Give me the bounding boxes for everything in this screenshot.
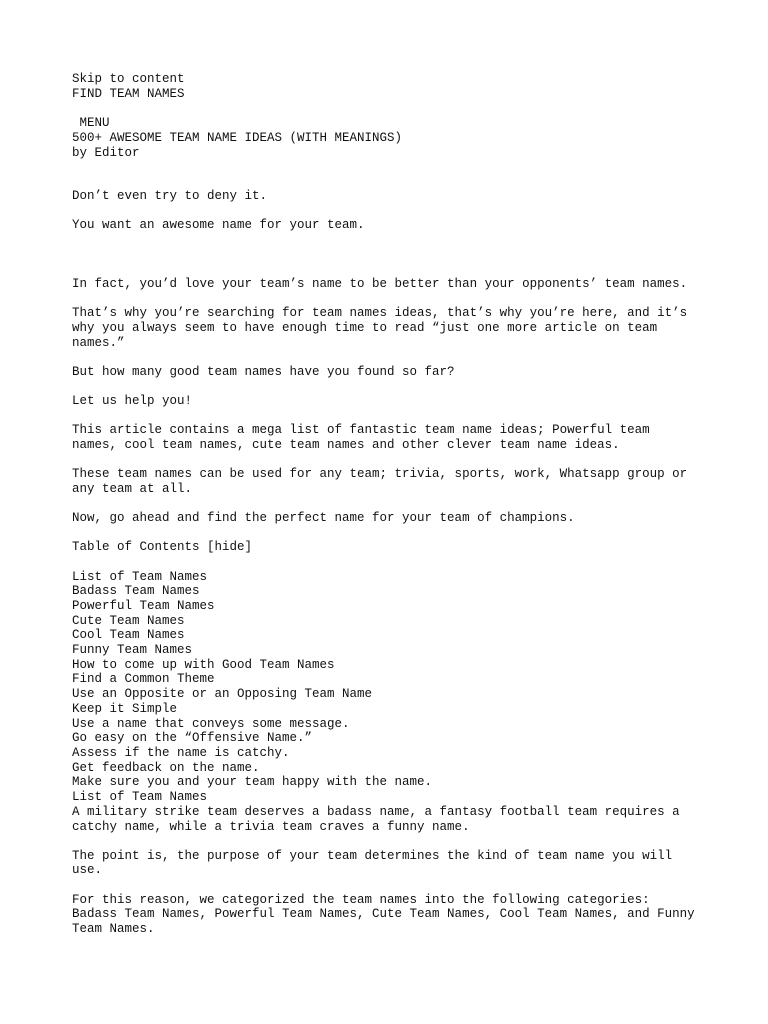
intro-paragraph: In fact, you’d love your team’s name to be better than your opponents’ team names. [72,277,688,292]
toc-item[interactable]: Cute Team Names [72,613,185,628]
spacer [72,878,696,893]
spacer [72,526,696,541]
toc-hide-toggle[interactable]: [hide] [207,540,253,555]
spacer [72,380,696,395]
section-paragraph: A military strike team deserves a badass name, a fantasy football team requires a catchy name, while a trivia team craves a funny name. [72,804,680,834]
spacer [72,409,696,424]
section-heading: List of Team Names [72,790,208,805]
spacer [72,555,696,570]
section-paragraph: For this reason, we categorized the team names into the following categories: Badass Team Names, Powerful Team Names, Cute Team Names, Cool Team Names, and Funny Team Names. [72,892,695,937]
toc-item[interactable]: Use a name that conveys some message. [72,716,350,731]
intro-paragraph: You want an awesome name for your team. [72,218,365,233]
menu-button[interactable]: MENU [72,116,110,131]
toc-item[interactable]: Keep it Simple [72,701,178,716]
toc-item[interactable]: Get feedback on the name. [72,760,260,775]
article-title: 500+ AWESOME TEAM NAME IDEAS (WITH MEANINGS) [72,130,403,145]
toc-item[interactable]: Badass Team Names [72,584,200,599]
toc-item[interactable]: Assess if the name is catchy. [72,745,290,760]
toc-item[interactable]: Use an Opposite or an Opposing Team Name [72,687,373,702]
author-byline[interactable]: by Editor [72,145,140,160]
spacer [72,497,696,512]
spacer [72,292,696,307]
intro-paragraph: Don’t even try to deny it. [72,189,268,204]
intro-paragraph: But how many good team names have you found so far? [72,364,455,379]
toc-item[interactable]: Go easy on the “Offensive Name.” [72,731,313,746]
spacer [72,350,696,365]
spacer [72,233,696,277]
intro-paragraph: That’s why you’re searching for team names ideas, that’s why you’re here, and it’s why you always seem to have enough time to read “just one more article on team names.” [72,306,688,350]
spacer [72,453,696,468]
intro-paragraph: These team names can be used for any team; trivia, sports, work, Whatsapp group or any team at all. [72,467,688,496]
spacer [72,834,696,849]
spacer [72,101,696,116]
toc-item[interactable]: How to come up with Good Team Names [72,657,335,672]
toc-item[interactable]: Cool Team Names [72,628,185,643]
toc-heading: Table of Contents [72,540,200,555]
toc-item[interactable]: Funny Team Names [72,643,193,658]
intro-paragraph: Now, go ahead and find the perfect name for your team of champions. [72,511,575,526]
toc-item[interactable]: Find a Common Theme [72,672,215,687]
section-paragraph: The point is, the purpose of your team determines the kind of team name you will use. [72,848,673,878]
spacer [72,160,696,189]
toc-header [72,540,696,555]
skip-to-content-link[interactable]: Skip to content [72,72,185,86]
spacer [72,204,696,219]
intro-paragraph: Let us help you! [72,394,193,409]
toc-item[interactable]: Make sure you and your team happy with the name. [72,775,433,790]
toc-item[interactable]: Powerful Team Names [72,598,215,613]
site-title[interactable]: FIND TEAM NAMES [72,86,185,101]
intro-paragraph: This article contains a mega list of fantastic team name ideas; Powerful team names, cool team names, cute team names and other clever team name ideas. [72,423,650,453]
toc-item[interactable]: List of Team Names [72,569,208,584]
